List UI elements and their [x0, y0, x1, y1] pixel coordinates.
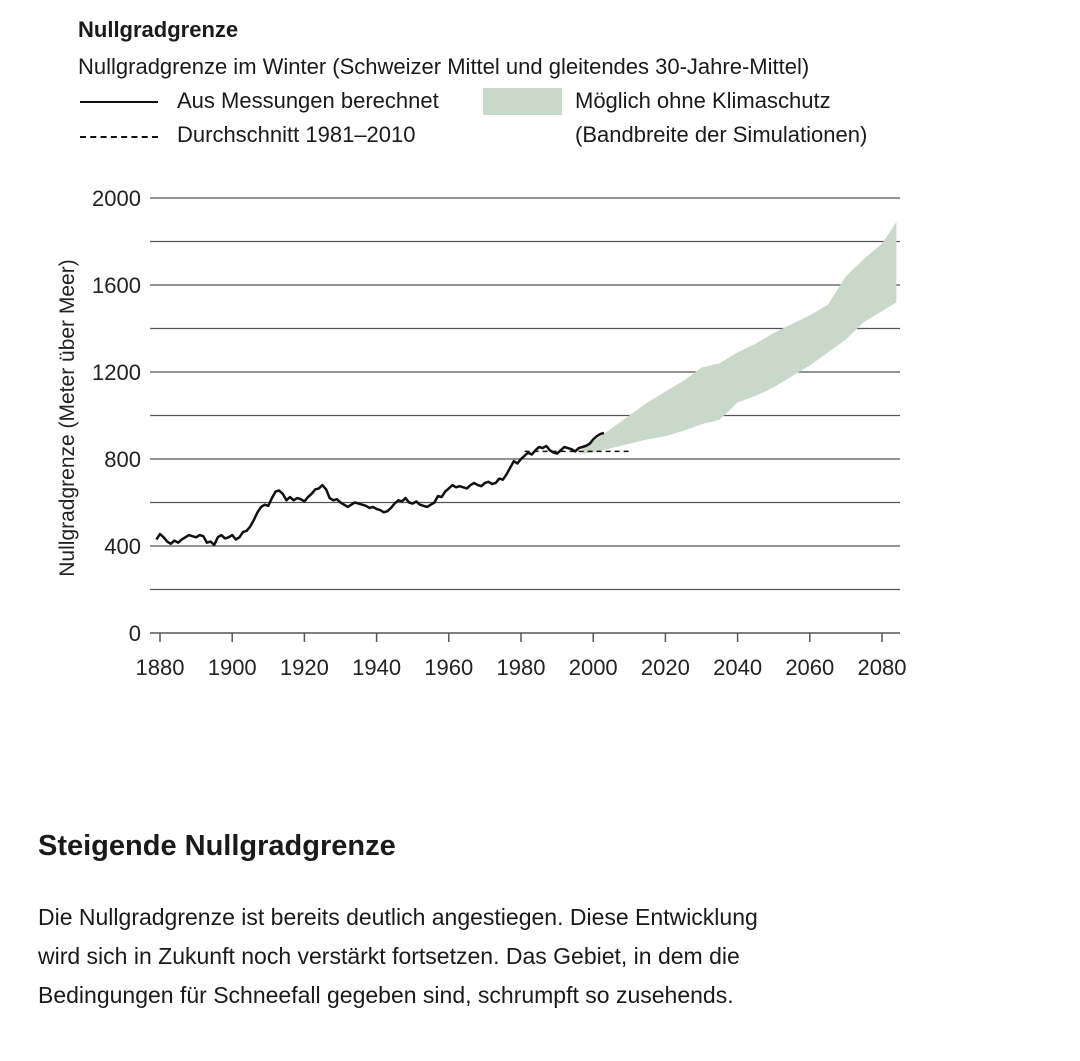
section-heading: Steigende Nullgradgrenze — [38, 830, 396, 862]
x-tick-label: 1880 — [135, 655, 185, 680]
y-tick-label: 800 — [104, 447, 141, 472]
y-tick-label: 1600 — [92, 273, 141, 298]
x-tick-label: 1900 — [207, 655, 257, 680]
body-paragraph: Die Nullgradgrenze ist bereits deutlich angestiegen. Diese Entwicklung wird sich in Zukunft noch verstärkt fortsetzen. Das Gebiet, in dem die Bedingungen für Schneefall gegeben sind, schrumpft so zusehends. — [38, 904, 758, 1008]
y-tick-label: 2000 — [92, 186, 141, 211]
legend-label-band-note: (Bandbreite der Simulationen) — [575, 122, 868, 147]
gridlines — [150, 198, 900, 590]
chart-title: Nullgradgrenze — [78, 17, 239, 42]
y-axis-ticks — [92, 186, 141, 646]
y-tick-label: 0 — [128, 621, 141, 646]
x-tick-label: 2060 — [785, 655, 835, 680]
x-tick-label: 1920 — [279, 655, 329, 680]
y-tick-label: 400 — [104, 534, 141, 559]
y-axis-label: Nullgradgrenze (Meter über Meer) — [56, 259, 79, 577]
measured-series-line — [156, 433, 604, 545]
x-tick-label: 2000 — [568, 655, 618, 680]
legend-label-measured: Aus Messungen berechnet — [177, 88, 439, 113]
legend-label-band: Möglich ohne Klimaschutz — [575, 88, 831, 113]
x-tick-label: 1960 — [424, 655, 474, 680]
x-tick-label: 2040 — [713, 655, 763, 680]
legend-label-average: Durchschnitt 1981–2010 — [177, 122, 416, 147]
y-tick-label: 1200 — [92, 360, 141, 385]
x-axis-ticks — [136, 633, 907, 680]
simulation-band — [582, 222, 896, 454]
x-tick-label: 2020 — [640, 655, 690, 680]
x-tick-label: 2080 — [857, 655, 907, 680]
x-tick-label: 1980 — [496, 655, 546, 680]
x-tick-label: 1940 — [352, 655, 402, 680]
chart-subtitle: Nullgradgrenze im Winter (Schweizer Mittel und gleitendes 30-Jahre-Mittel) — [78, 54, 810, 79]
